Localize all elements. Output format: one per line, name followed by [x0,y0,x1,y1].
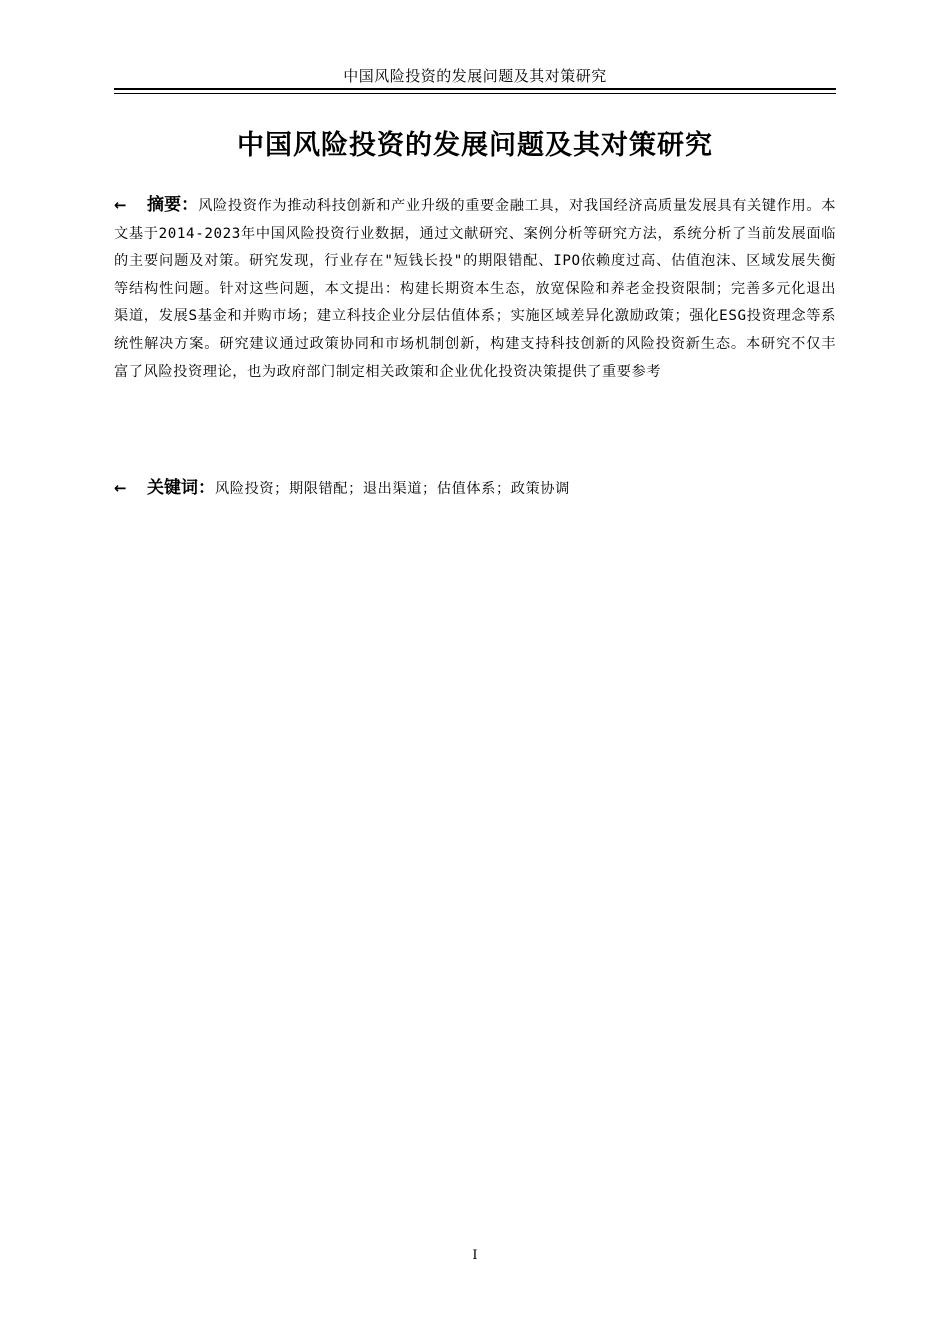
running-header: 中国风险投资的发展问题及其对策研究 [343,67,607,85]
abstract-text: 风险投资作为推动科技创新和产业升级的重要金融工具，对我国经济高质量发展具有关键作用。本文基于2014-2023年中国风险投资行业数据，通过文献研究、案例分析等研究方法，系统分析了当前发展面临的主要问题及对策。研究发现，行业存在"短钱长投"的期限错配、IPO依赖度过高、估值泡沫、区域发展失衡等结构性问题。针对这些问题，本文提出：构建长期资本生态，放宽保险和养老金投资限制；完善多元化退出渠道，发展S基金和并购市场；建立科技企业分层估值体系；实施区域差异化激励政策；强化ESG投资理念等系统性解决方案。研究建议通过政策协同和市场机制创新，构建支持科技创新的风险投资新生态。本研究不仅丰富了风险投资理论，也为政府部门制定相关政策和企业优化投资决策提供了重要参考 [114,198,836,380]
abstract-paragraph [114,192,836,386]
header-rule-thin [114,93,836,94]
document-title: 中国风险投资的发展问题及其对策研究 [237,130,713,161]
keywords-text: 风险投资；期限错配；退出渠道；估值体系；政策协调 [215,481,570,497]
keywords-section [114,475,836,504]
header-rule-thick [114,88,836,90]
page-number: I [472,1248,478,1263]
abstract-section [114,192,836,386]
paragraph-mark-icon: ← [114,479,128,497]
paragraph-mark-icon: ← [114,196,128,214]
keywords-label: 关键词： [147,478,215,498]
keywords-paragraph [114,475,836,504]
abstract-label: 摘要： [147,195,199,215]
